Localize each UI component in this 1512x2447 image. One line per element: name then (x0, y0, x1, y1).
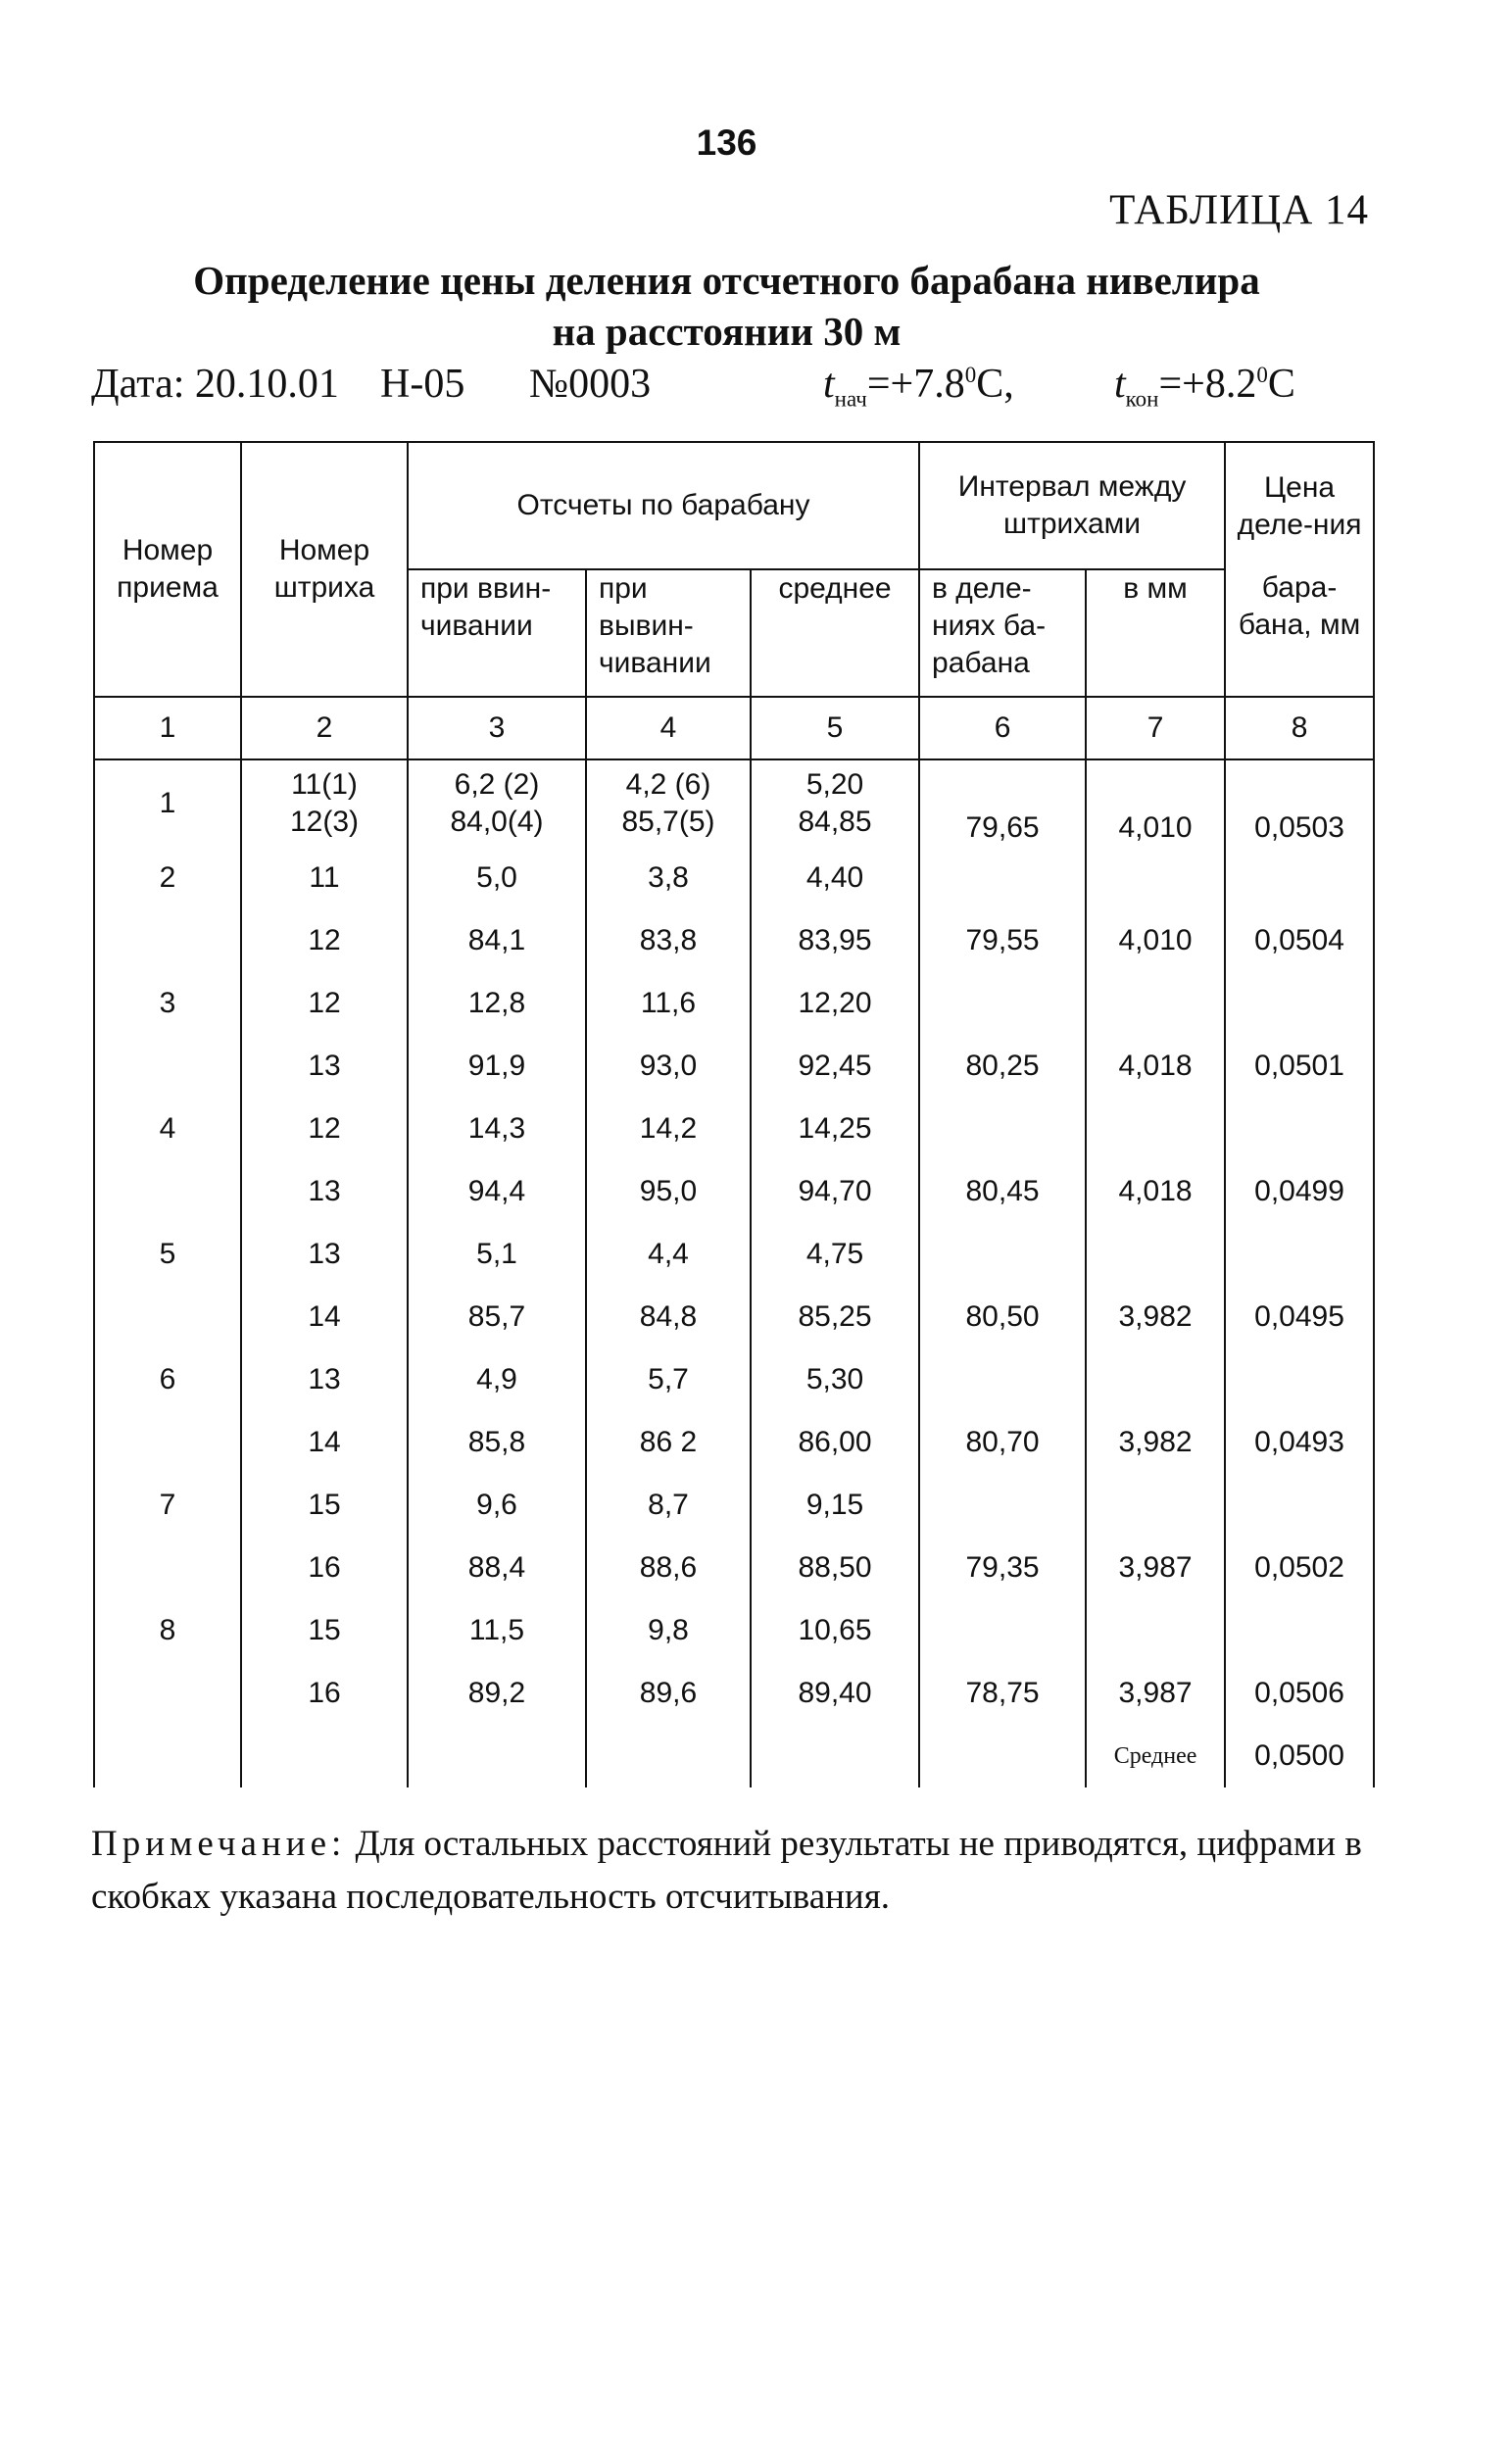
header-screwing-out: при вывин-чивании (586, 569, 751, 697)
table-cell: 9,15 (751, 1474, 919, 1537)
table-cell: 12,8 (408, 972, 586, 1035)
column-number: 5 (751, 697, 919, 759)
table-cell (751, 1725, 919, 1787)
table-cell: 80,70 (919, 1411, 1086, 1474)
table-cell: 4,75 (751, 1223, 919, 1286)
table-cell (1086, 1474, 1225, 1537)
table-cell: 93,0 (586, 1035, 751, 1098)
table-cell: 91,9 (408, 1035, 586, 1098)
table-cell: 9,6 (408, 1474, 586, 1537)
table-cell: 16 (241, 1662, 408, 1725)
table-row (94, 1662, 1374, 1725)
header-division-price-top: Цена деле-ния (1225, 442, 1374, 569)
note-lead: Примечание: (91, 1824, 347, 1864)
end-temperature: $t_{кон}=+8.2^0С$ (1114, 362, 1295, 412)
instrument: Н-05 (380, 362, 465, 407)
table-cell: 88,50 (751, 1537, 919, 1599)
table-row (94, 1223, 1374, 1286)
table-cell: 12 (241, 1098, 408, 1160)
header-reception-number: Номер приема (94, 442, 241, 697)
table-row (94, 1286, 1374, 1348)
table-cell: 15 (241, 1474, 408, 1537)
table-cell: 8 (94, 1599, 241, 1662)
header-stroke-interval: Интервал между штрихами (919, 442, 1225, 569)
table-cell: 3,8 (586, 847, 751, 909)
table-cell: 5,1 (408, 1223, 586, 1286)
measurement-meta (91, 361, 1365, 419)
table-cell (919, 1599, 1086, 1662)
table-cell: 0,0493 (1225, 1411, 1374, 1474)
table-label: ТАБЛИЦА 14 (1109, 187, 1369, 233)
table-cell: 14,2 (586, 1098, 751, 1160)
date: Дата: 20.10.01 (91, 362, 339, 407)
table-row (94, 972, 1374, 1035)
header-division-price-bottom: бара-бана, мм (1225, 569, 1374, 697)
table-cell (94, 1286, 241, 1348)
title-line-2: на расстоянии 30 м (552, 309, 902, 354)
table-cell: 4,2 (6) 85,7(5) (586, 759, 751, 847)
table-row (94, 759, 1374, 847)
table-cell: 95,0 (586, 1160, 751, 1223)
table-cell: 9,8 (586, 1599, 751, 1662)
table-cell: 4,018 (1086, 1035, 1225, 1098)
column-number: 6 (919, 697, 1086, 759)
table-cell (241, 1725, 408, 1787)
table-cell: 0,0502 (1225, 1537, 1374, 1599)
table-cell: 84,8 (586, 1286, 751, 1348)
table-cell (1225, 1098, 1374, 1160)
table-cell: 13 (241, 1223, 408, 1286)
table-cell (919, 1348, 1086, 1411)
table-cell (919, 1725, 1086, 1787)
table-cell: 3,982 (1086, 1286, 1225, 1348)
table-cell: 80,25 (919, 1035, 1086, 1098)
table-cell: 3 (94, 972, 241, 1035)
table-cell: 12 (241, 909, 408, 972)
table-cell: 16 (241, 1537, 408, 1599)
table-cell (1086, 1098, 1225, 1160)
table-row (94, 1098, 1374, 1160)
table-cell: 11,6 (586, 972, 751, 1035)
table-cell: 6 (94, 1348, 241, 1411)
table-cell: 0,0503 (1225, 759, 1374, 847)
table-cell (1086, 972, 1225, 1035)
table-cell: 89,6 (586, 1662, 751, 1725)
table-row (94, 1599, 1374, 1662)
table-cell (919, 1098, 1086, 1160)
table-cell (1086, 1223, 1225, 1286)
table-cell: 3,982 (1086, 1411, 1225, 1474)
table-cell: 12 (241, 972, 408, 1035)
header-drum-readings: Отсчеты по барабану (408, 442, 919, 569)
table-note (91, 1818, 1365, 1924)
table-cell (1225, 972, 1374, 1035)
summary-value: 0,0500 (1225, 1725, 1374, 1787)
column-number: 7 (1086, 697, 1225, 759)
table-cell (94, 1035, 241, 1098)
table-cell: 89,2 (408, 1662, 586, 1725)
table-title (98, 255, 1355, 357)
table-cell: 14 (241, 1286, 408, 1348)
title-line-1: Определение цены деления отсчетного барабана нивелира (193, 258, 1260, 303)
column-number: 3 (408, 697, 586, 759)
table-cell (94, 1411, 241, 1474)
table-cell (1086, 1348, 1225, 1411)
start-temperature: $t_{нач}=+7.8^0С$, (823, 362, 1014, 412)
table-cell: 80,50 (919, 1286, 1086, 1348)
instrument-number: №0003 (529, 362, 652, 407)
table-cell: 4,010 (1086, 909, 1225, 972)
table-row (94, 847, 1374, 909)
table-cell: 3,987 (1086, 1662, 1225, 1725)
table-cell: 0,0499 (1225, 1160, 1374, 1223)
table-cell: 80,45 (919, 1160, 1086, 1223)
table-cell (94, 1725, 241, 1787)
table-cell (408, 1725, 586, 1787)
table-cell (1225, 1474, 1374, 1537)
table-cell: 0,0506 (1225, 1662, 1374, 1725)
table-cell: 88,4 (408, 1537, 586, 1599)
table-cell: 0,0501 (1225, 1035, 1374, 1098)
table-cell: 86 2 (586, 1411, 751, 1474)
calibration-table (93, 441, 1375, 1787)
table-cell (919, 1474, 1086, 1537)
header-drum-divisions: в деле-ниях ба-рабана (919, 569, 1086, 697)
table-cell: 94,70 (751, 1160, 919, 1223)
table-cell: 11(1) 12(3) (241, 759, 408, 847)
table-cell: 0,0495 (1225, 1286, 1374, 1348)
header-mm: в мм (1086, 569, 1225, 697)
table-cell: 4 (94, 1098, 241, 1160)
table-cell: 4,9 (408, 1348, 586, 1411)
table-cell (94, 909, 241, 972)
table-cell: 14,25 (751, 1098, 919, 1160)
table-cell: 79,35 (919, 1537, 1086, 1599)
table-cell (94, 1662, 241, 1725)
table-cell: 86,00 (751, 1411, 919, 1474)
table-cell: 84,1 (408, 909, 586, 972)
table-row (94, 1348, 1374, 1411)
table-cell: 4,010 (1086, 759, 1225, 847)
table-cell: 13 (241, 1160, 408, 1223)
table-cell: 11 (241, 847, 408, 909)
table-cell (1225, 1223, 1374, 1286)
table-cell: 8,7 (586, 1474, 751, 1537)
table-cell: 83,8 (586, 909, 751, 972)
table-row (94, 1537, 1374, 1599)
table-cell: 88,6 (586, 1537, 751, 1599)
table-cell: 10,65 (751, 1599, 919, 1662)
table-cell: 4,40 (751, 847, 919, 909)
table-cell (919, 972, 1086, 1035)
table-cell (586, 1725, 751, 1787)
column-number: 2 (241, 697, 408, 759)
column-number: 8 (1225, 697, 1374, 759)
table-cell (1225, 847, 1374, 909)
column-number: 4 (586, 697, 751, 759)
table-cell: 94,4 (408, 1160, 586, 1223)
table-cell: 92,45 (751, 1035, 919, 1098)
table-cell: 5,0 (408, 847, 586, 909)
table-cell: 12,20 (751, 972, 919, 1035)
summary-row (94, 1725, 1374, 1787)
table-cell: 1 (94, 759, 241, 847)
table-cell: 5,30 (751, 1348, 919, 1411)
table-cell: 7 (94, 1474, 241, 1537)
table-cell: 13 (241, 1348, 408, 1411)
table-cell: 5,20 84,85 (751, 759, 919, 847)
table-cell: 13 (241, 1035, 408, 1098)
table-cell: 89,40 (751, 1662, 919, 1725)
table-cell: 4,4 (586, 1223, 751, 1286)
note-text: Для остальных расстояний результаты не приводятся, цифрами в скобках указана последовательность отсчитывания. (91, 1824, 1362, 1917)
table-cell: 83,95 (751, 909, 919, 972)
table-row (94, 1411, 1374, 1474)
table-cell: 5 (94, 1223, 241, 1286)
table-cell: 0,0504 (1225, 909, 1374, 972)
table-cell (1086, 1599, 1225, 1662)
table-cell: 85,25 (751, 1286, 919, 1348)
table-cell (919, 847, 1086, 909)
table-cell: 11,5 (408, 1599, 586, 1662)
table-cell (94, 1160, 241, 1223)
table-cell (1225, 1348, 1374, 1411)
column-numbers-row (94, 697, 1374, 759)
table-cell: 2 (94, 847, 241, 909)
table-cell: 85,8 (408, 1411, 586, 1474)
table-row (94, 1474, 1374, 1537)
table-cell: 85,7 (408, 1286, 586, 1348)
table-row (94, 1160, 1374, 1223)
table-cell (1086, 847, 1225, 909)
table-cell (919, 1223, 1086, 1286)
header-screwing-in: при ввин-чивании (408, 569, 586, 697)
table-cell: 78,75 (919, 1662, 1086, 1725)
table-cell: 79,65 (919, 759, 1086, 847)
table-row (94, 1035, 1374, 1098)
header-stroke-number: Номер штриха (241, 442, 408, 697)
table-cell: 14,3 (408, 1098, 586, 1160)
header-average: среднее (751, 569, 919, 697)
table-cell: 6,2 (2) 84,0(4) (408, 759, 586, 847)
table-cell (94, 1537, 241, 1599)
table-cell: 4,018 (1086, 1160, 1225, 1223)
page-number: 136 (696, 122, 757, 163)
table-cell: 79,55 (919, 909, 1086, 972)
summary-label: Среднее (1086, 1725, 1225, 1787)
table-cell: 14 (241, 1411, 408, 1474)
table-cell: 3,987 (1086, 1537, 1225, 1599)
table-cell: 5,7 (586, 1348, 751, 1411)
column-number: 1 (94, 697, 241, 759)
table-cell (1225, 1599, 1374, 1662)
table-cell: 15 (241, 1599, 408, 1662)
table-row (94, 909, 1374, 972)
